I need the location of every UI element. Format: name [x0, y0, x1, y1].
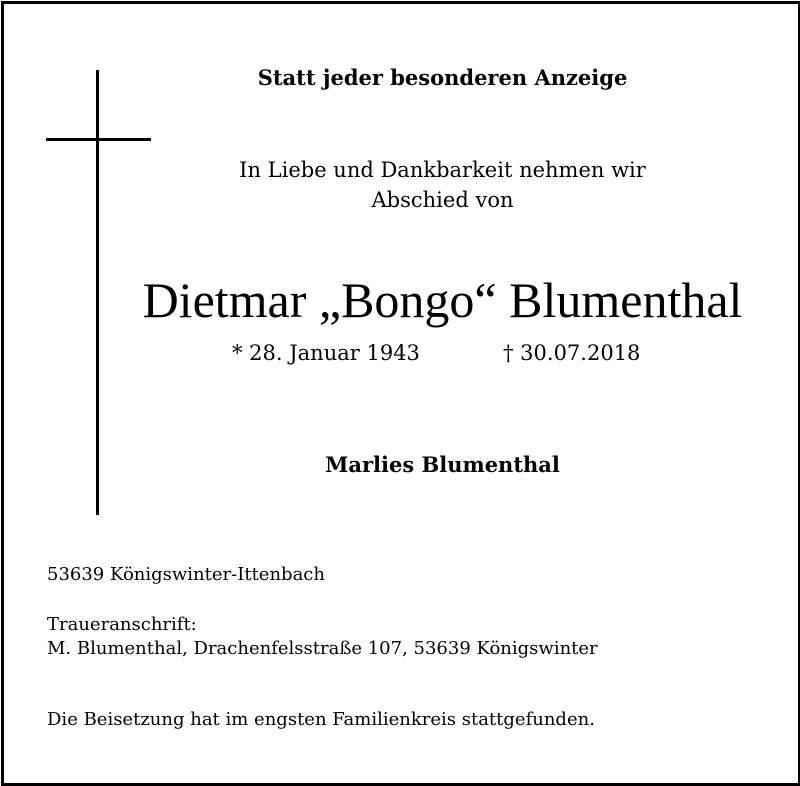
burial-note: Die Beisetzung hat im engsten Familienkreis stattgefunden. — [47, 709, 595, 730]
intro-line-1: In Liebe und Dankbarkeit nehmen wir — [239, 158, 646, 182]
address-label: Traueranschrift: — [47, 614, 197, 635]
cross-horizontal-bar — [46, 138, 151, 141]
birth-date: * 28. Januar 1943 — [232, 341, 420, 365]
cross-vertical-bar — [96, 70, 99, 515]
notice-border — [1, 1, 800, 786]
mourning-address: M. Blumenthal, Drachenfelsstraße 107, 53639 Königswinter — [47, 638, 598, 659]
notice-header: Statt jeder besonderen Anzeige — [257, 65, 628, 90]
intro-text — [150, 155, 735, 215]
death-date: † 30.07.2018 — [503, 341, 641, 365]
deceased-name: Dietmar „Bongo“ Blumenthal — [142, 272, 743, 328]
mourner-name: Marlies Blumenthal — [325, 452, 560, 477]
location-text: 53639 Königswinter-Ittenbach — [47, 564, 325, 585]
intro-line-2: Abschied von — [371, 188, 514, 212]
